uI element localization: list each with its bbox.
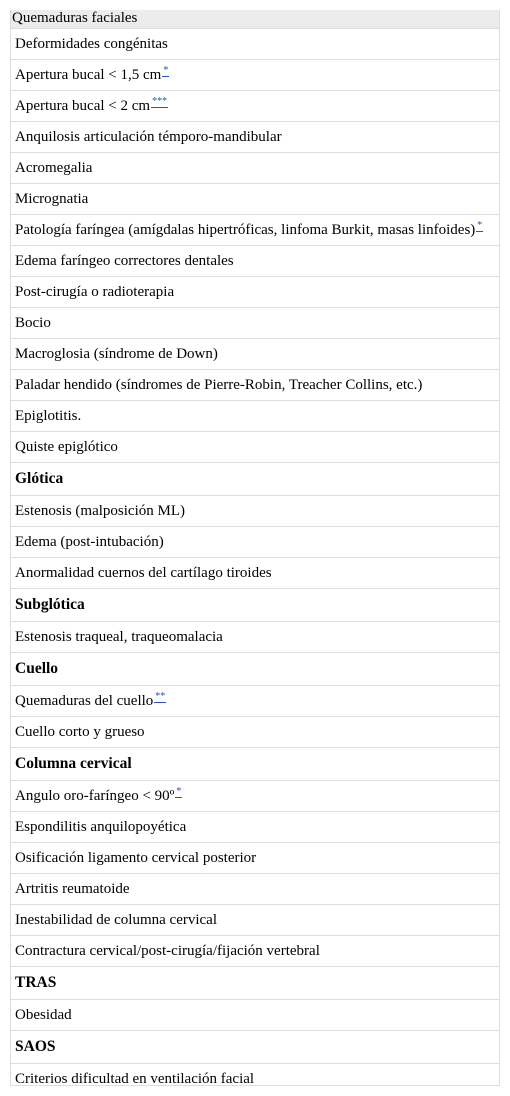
row-label: Obesidad [15, 1007, 72, 1023]
footnote-link[interactable]: *** [152, 96, 168, 107]
table-group-heading [11, 1031, 499, 1064]
table-row [11, 122, 499, 153]
table-row [11, 812, 499, 843]
footnote-link[interactable]: * [163, 65, 169, 76]
footnote-link[interactable]: * [176, 786, 182, 797]
table-row [11, 91, 499, 122]
table-row [11, 246, 499, 277]
table-row [11, 781, 499, 812]
table-row [11, 558, 499, 589]
row-label: Apertura bucal < 2 cm [15, 98, 151, 114]
table-row [11, 496, 499, 527]
row-label: Estenosis traqueal, traqueomalacia [15, 629, 223, 645]
row-label: Post-cirugía o radioterapia [15, 284, 175, 300]
group-heading-label: Glótica [15, 470, 64, 487]
group-heading-label: SAOS [15, 1038, 56, 1055]
table-row [11, 153, 499, 184]
table-group-heading [11, 589, 499, 622]
row-label: Epiglotitis. [15, 408, 82, 424]
table-row [11, 843, 499, 874]
table-group-heading [11, 653, 499, 686]
row-label: Osificación ligamento cervical posterior [15, 850, 257, 866]
row-label: Artritis reumatoide [15, 881, 130, 897]
table-row [11, 527, 499, 558]
table-row [11, 184, 499, 215]
row-label: Quiste epiglótico [15, 439, 118, 455]
row-label: Paladar hendido (síndromes de Pierre-Robin, Treacher Collins, etc.) [15, 377, 423, 393]
table-body [11, 29, 499, 1086]
table-row [11, 401, 499, 432]
row-label: Espondilitis anquilopoyética [15, 819, 187, 835]
row-label: Patología faríngea (amígdalas hipertróficas, linfoma Burkit, masas linfoides) [15, 222, 476, 238]
table-row [11, 1064, 499, 1086]
row-label: Inestabilidad de columna cervical [15, 912, 217, 928]
table-row [11, 1000, 499, 1031]
table-row [11, 308, 499, 339]
row-label: Criterios dificultad en ventilación facial [15, 1071, 255, 1086]
group-heading-label: Subglótica [15, 596, 85, 613]
table-header-row: Quemaduras faciales [11, 10, 499, 29]
footnote-link[interactable]: * [477, 220, 483, 231]
table-row [11, 686, 499, 717]
criteria-table [10, 10, 500, 1086]
row-label: Estenosis (malposición ML) [15, 503, 185, 519]
group-heading-label: Columna cervical [15, 755, 132, 772]
row-label: Anquilosis articulación témporo-mandibular [15, 129, 282, 145]
row-label: Macroglosia (síndrome de Down) [15, 346, 218, 362]
row-label: Apertura bucal < 1,5 cm [15, 67, 162, 83]
table-group-heading [11, 748, 499, 781]
row-label: Micrognatia [15, 191, 89, 207]
row-label: Anormalidad cuernos del cartílago tiroides [15, 565, 272, 581]
table-row [11, 29, 499, 60]
table-row [11, 432, 499, 463]
row-label: Acromegalia [15, 160, 93, 176]
footnote-link[interactable]: ** [155, 691, 166, 702]
row-label: Deformidades congénitas [15, 36, 168, 52]
group-heading-label: TRAS [15, 974, 57, 991]
table-row [11, 60, 499, 91]
table-row [11, 277, 499, 308]
row-label: Cuello corto y grueso [15, 724, 145, 740]
table-row [11, 905, 499, 936]
row-label: Angulo oro-faríngeo < 90º [15, 788, 175, 804]
table-row [11, 215, 499, 246]
group-heading-label: Cuello [15, 660, 59, 677]
table-row [11, 936, 499, 967]
table-row [11, 622, 499, 653]
row-label: Quemaduras del cuello [15, 693, 154, 709]
table-group-heading [11, 463, 499, 496]
table-group-heading [11, 967, 499, 1000]
table-row [11, 339, 499, 370]
table-row [11, 874, 499, 905]
row-label: Edema faríngeo correctores dentales [15, 253, 234, 269]
table-row [11, 370, 499, 401]
row-label: Bocio [15, 315, 51, 331]
row-label: Contractura cervical/post-cirugía/fijación vertebral [15, 943, 320, 959]
table-row [11, 717, 499, 748]
row-label: Edema (post-intubación) [15, 534, 164, 550]
